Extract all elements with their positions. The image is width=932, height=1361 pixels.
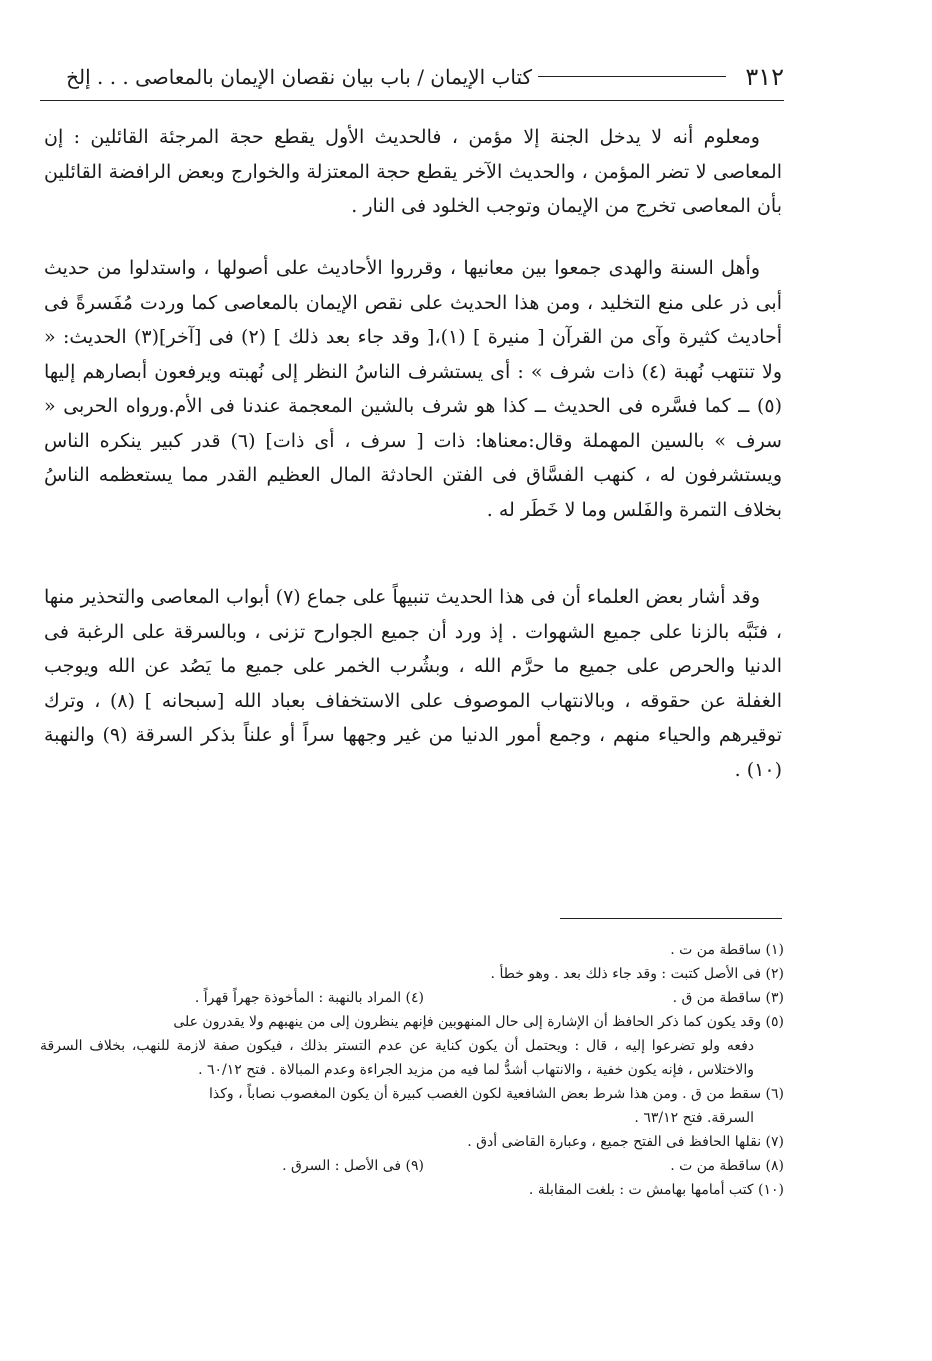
body-paragraph-3	[44, 580, 782, 787]
header-underline	[40, 100, 784, 101]
footnote-6-continuation: السرقة. فتح ٦٣/١٢ .	[634, 1110, 754, 1126]
footnote-7: (٧) نقلها الحافظ فى الفتح جميع ، وعبارة القاضى أدق .	[467, 1134, 784, 1150]
footnotes	[40, 938, 784, 1202]
footnote-5: (٥) وقد يكون كما ذكر الحافظ أن الإشارة إلى حال المنهوبين فإنهم ينظرون إلى من ينهبهم ولا يقدرون على	[173, 1014, 784, 1030]
running-header-title: كتاب الإيمان / باب بيان نقصان الإيمان بالمعاصى . . . إلخ	[66, 65, 532, 89]
page-number: ٣١٢	[745, 63, 784, 91]
paragraph-text: ومعلوم أنه لا يدخل الجنة إلا مؤمن ، فالحديث الأول يقطع حجة المرجئة القائلين : إن المعاصى لا تضر المؤمن ، والحديث الآخر يقطع حجة المعتزلة والخوارج وبعض الرافضة القائلين بأن المعاصى تخرج من الإيمان وتوجب الخلود فى النار .	[44, 126, 782, 217]
footnote-row-3-4	[40, 986, 784, 1010]
header-rule	[538, 76, 726, 77]
footnote-3: (٣) ساقطة من ق .	[672, 990, 784, 1006]
footnote-1: (١) ساقطة من ت .	[670, 942, 784, 958]
paragraph-text: وأهل السنة والهدى جمعوا بين معانيها ، وقرروا الأحاديث على أصولها ، واستدلوا من حديث أبى ذر على منع التخليد ، ومن هذا الحديث على نقص الإيمان بالمعاصى كما وردت مُفَسرةً فى أحاديث كثيرة وآى من القرآن [ منيرة ] (١)،[ وقد جاء بعد ذلك ] (٢) فى [آخر](٣) الحديث: « ولا تنتهب نُهبة (٤) ذات شرف » : أى يستشرف الناسُ النظر إلى نُهبته ويرفعون أبصارهم إليها (٥) ــ كما فسَّره فى الحديث ــ كذا هو شرف بالشين المعجمة عندنا فى الأم.ورواه الحربى « سرف » بالسين المهملة وقال:معناها: ذات [ سرف ، أى ذات] (٦) قدر كبير ينكره الناس ويستشرفون له ، كنهب الفسَّاق فى الفتن الحادثة المال العظيم القدر مما يستعظمه الناسُ بخلاف التمرة والفَلس وما لا خَطَر له .	[44, 257, 782, 521]
footnote-separator	[560, 918, 782, 919]
footnote-4: (٤) المراد بالنهبة : المأخوذة جهراً قهراً .	[194, 990, 424, 1006]
footnote-10: (١٠) كتب أمامها بهامش ت : بلغت المقابلة .	[528, 1182, 784, 1198]
footnote-row-8-9	[40, 1154, 784, 1178]
footnote-9: (٩) فى الأصل : السرق .	[282, 1158, 424, 1174]
footnote-8: (٨) ساقطة من ت .	[670, 1158, 784, 1174]
paragraph-text: وقد أشار بعض العلماء أن فى هذا الحديث تنبيهاً على جماع (٧) أبواب المعاصى والتحذير منها ، فنَبَّه بالزنا على جميع الشهوات . إذ ورد أن جميع الجوارح تزنى ، وبالسرقة على الرغبة فى الدنيا والحرص على جميع ما حرَّم الله ، وبشُرب الخمر على جميع ما يَصُد عن الله ويوجب الغفلة عن حقوقه ، وبالانتهاب الموصوف على الاستخفاف بعباد الله [سبحانه ] (٨) ، وترك توقيرهم والحياء منهم ، وجمع أمور الدنيا من غير وجهها سراً أو علناً بذكر السرقة (٩) والنهبة (١٠) .	[44, 586, 782, 781]
footnote-2: (٢) فى الأصل كتبت : وقد جاء ذلك بعد . وهو خطأ .	[490, 966, 784, 982]
body-paragraph-1	[44, 120, 782, 224]
footnote-5-continuation: دفعه ولو تضرعوا إليه ، قال : ويحتمل أن يكون كناية عن عدم التستر بذلك ، فيكون صفة لازمة للنهب، بخلاف السرقة والاختلاس ، فإنه يكون خفية ، والانتهاب أشدُّ لما فيه من مزيد الجراءة وعدم المبالاة . فتح ٦٠/١٢ .	[40, 1038, 754, 1078]
footnote-6: (٦) سقط من ق . ومن هذا شرط بعض الشافعية لكون الغصب كبيرة أن يكون المغصوب نصاباً ، وكذا	[209, 1086, 784, 1102]
body-paragraph-2	[44, 251, 782, 527]
